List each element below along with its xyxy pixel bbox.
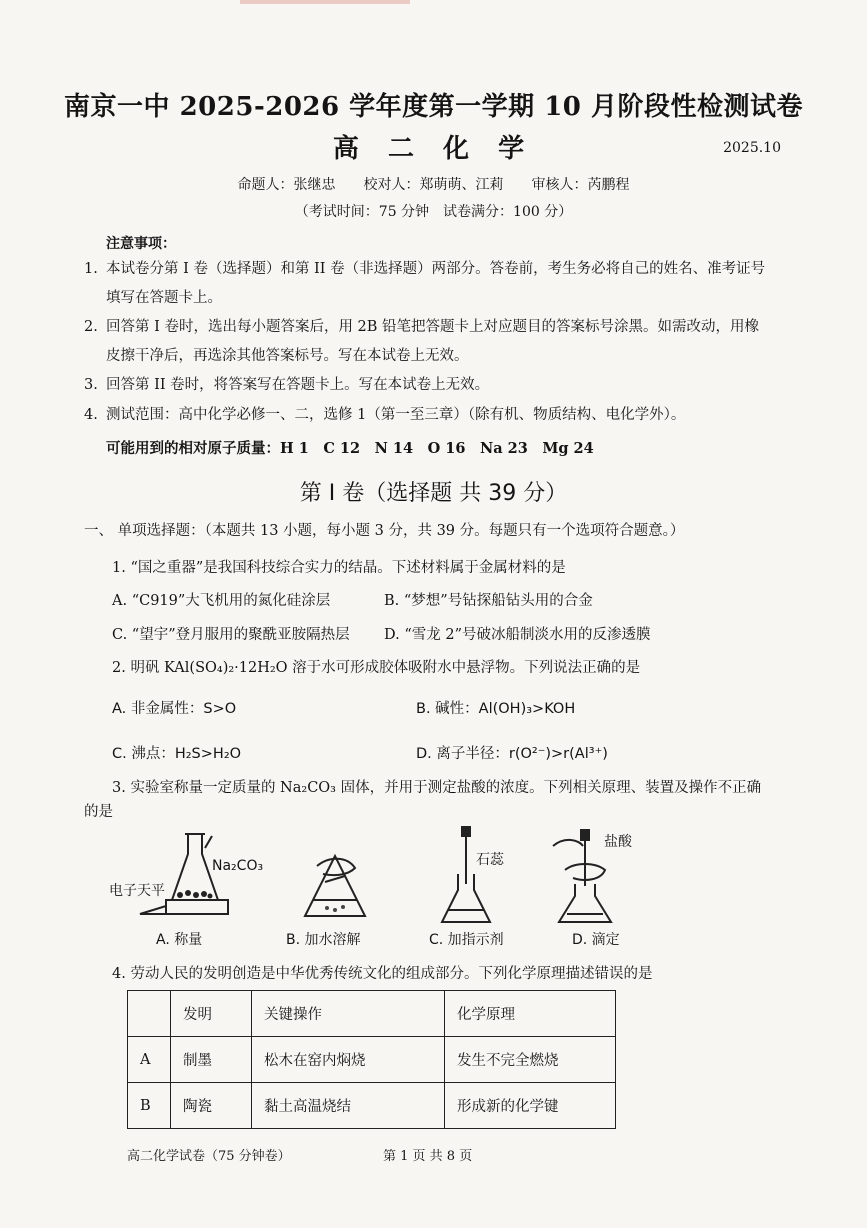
q1-option-b: B. “梦想”号钻探船钻头用的合金	[384, 593, 593, 609]
q3-option-c: C. 加指示剂	[429, 932, 504, 948]
apparatus-indicator	[438, 826, 508, 926]
q2-option-d: D. 离子半径：r(O²⁻)>r(Al³⁺)	[416, 746, 608, 762]
table-header-row	[128, 991, 616, 1037]
table-cell: B	[128, 1083, 171, 1129]
table-cell: A	[128, 1037, 171, 1083]
notice-item-4: 4. 测试范围：高中化学必修一、二，选修 1（第一至三章）（除有机、物质结构、电化学外）。	[84, 407, 686, 423]
q2-option-c: C. 沸点：H₂S>H₂O	[112, 746, 242, 762]
footer-left: 高二化学试卷（75 分钟卷）	[127, 1149, 291, 1164]
table-cell: 发明	[171, 991, 252, 1037]
q3-stem-line2: 的是	[84, 804, 113, 820]
q1-option-d: D. “雪龙 2”号破冰船制淡水用的反渗透膜	[384, 627, 651, 643]
table-cell: 发生不完全燃烧	[445, 1037, 616, 1083]
table-cell: 关键操作	[252, 991, 445, 1037]
scan-mark	[240, 0, 410, 4]
subject-title: 高 二 化 学	[332, 134, 535, 164]
q2-option-b: B. 碱性：Al(OH)₃>KOH	[416, 701, 576, 717]
q2-option-a: A. 非金属性：S>O	[112, 701, 237, 717]
table-cell: 制墨	[171, 1037, 252, 1083]
table-cell: 形成新的化学键	[445, 1083, 616, 1129]
atomic-masses: 可能用到的相对原子质量：H 1 C 12 N 14 O 16 Na 23 Mg 24	[106, 440, 594, 457]
q2-stem: 2. 明矾 KAl(SO₄)₂·12H₂O 溶于水可形成胶体吸附水中悬浮物。下列说法正确的是	[112, 660, 641, 676]
table-cell: 化学原理	[445, 991, 616, 1037]
apparatus-dissolving	[295, 846, 375, 926]
exam-date: 2025.10	[723, 140, 781, 156]
q3-option-d: D. 滴定	[572, 932, 620, 948]
q1-option-a: A. “C919”大飞机用的氮化硅涂层	[112, 593, 331, 609]
label-na2co3: Na₂CO₃	[212, 858, 264, 874]
exam-info: （考试时间：75 分钟 试卷满分：100 分）	[294, 204, 573, 220]
apparatus-weighing	[100, 826, 270, 926]
notice-item-3: 3. 回答第 II 卷时，将答案写在答题卡上。写在本试卷上无效。	[84, 377, 490, 393]
label-balance: 电子天平	[109, 883, 165, 899]
q3-stem-line1: 3. 实验室称量一定质量的 Na₂CO₃ 固体，并用于测定盐酸的浓度。下列相关原理、装置及操作不正确	[112, 780, 762, 796]
exam-title: 南京一中 2025-2026 学年度第一学期 10 月阶段性检测试卷	[64, 92, 803, 122]
staff-line: 命题人：张继忠 校对人：郑萌萌、江莉 审核人：芮鹏程	[237, 177, 630, 193]
label-litmus: 石蕊	[476, 852, 504, 868]
table-cell	[128, 991, 171, 1037]
page-number: 第 1 页 共 8 页	[383, 1149, 473, 1164]
table-cell: 陶瓷	[171, 1083, 252, 1129]
q4-stem: 4. 劳动人民的发明创造是中华优秀传统文化的组成部分。下列化学原理描述错误的是	[112, 966, 653, 982]
section-intro: 一、 单项选择题：（本题共 13 小题，每小题 3 分，共 39 分。每题只有一个选项符合题意。）	[84, 523, 685, 539]
table-cell: 黏土高温烧结	[252, 1083, 445, 1129]
label-hcl: 盐酸	[604, 834, 632, 850]
notice-title: 注意事项：	[106, 236, 176, 252]
q1-option-c: C. “望宇”登月服用的聚酰亚胺隔热层	[112, 627, 350, 643]
table-row	[128, 1083, 616, 1129]
notice-item-2: 2. 回答第 I 卷时，选出每小题答案后，用 2B 铅笔把答题卡上对应题目的答案标号涂黑。如需改动，用橡 皮擦干净后，再选涂其他答案标号。写在本试卷上无效。	[84, 319, 760, 364]
q1-stem: 1. “国之重器”是我国科技综合实力的结晶。下述材料属于金属材料的是	[112, 560, 566, 576]
section-title: 第 I 卷（选择题 共 39 分）	[299, 481, 568, 506]
q3-option-a: A. 称量	[156, 932, 203, 948]
q4-table	[127, 990, 616, 1129]
notice-item-1: 1. 本试卷分第 I 卷（选择题）和第 II 卷（非选择题）两部分。答卷前，考生务必将自己的姓名、准考证号 填写在答题卡上。	[84, 261, 766, 306]
table-row	[128, 1037, 616, 1083]
table-cell: 松木在窑内焖烧	[252, 1037, 445, 1083]
q3-option-b: B. 加水溶解	[286, 932, 361, 948]
